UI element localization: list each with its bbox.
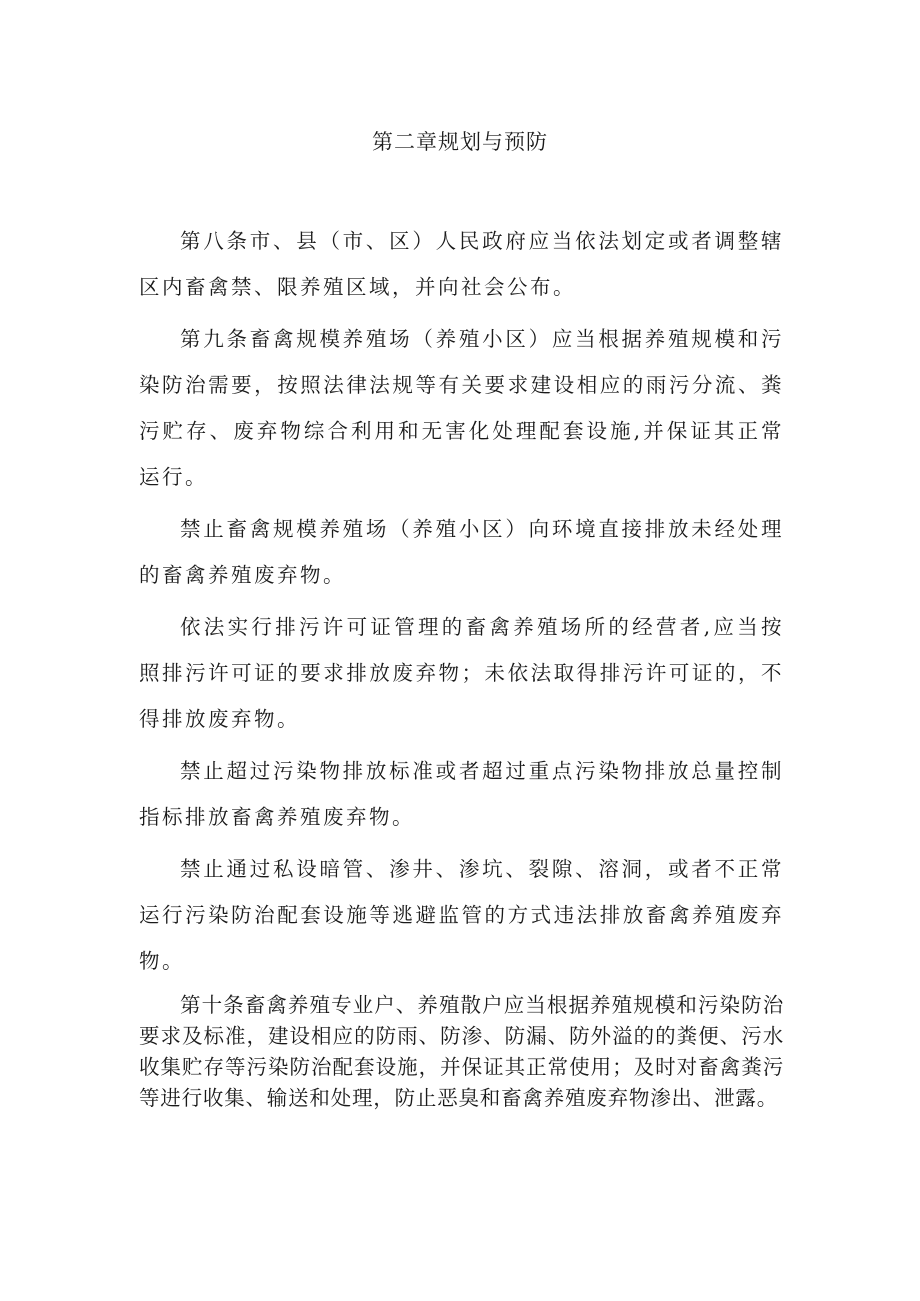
paragraph-discharge-permit: 依法实行排污许可证管理的畜禽养殖场所的经营者,应当按照排污许可证的要求排放废弃物；未依法取得排污许可证的，不得排放废弃物。 [139,615,784,731]
paragraph-prohibit-direct-discharge: 禁止畜禽规模养殖场（养殖小区）向环境直接排放未经处理的畜禽养殖废弃物。 [139,517,784,587]
paragraph-article-8: 第八条市、县（市、区）人民政府应当依法划定或者调整辖区内畜禽禁、限养殖区域，并向社会公布。 [139,229,784,299]
paragraph-article-10: 第十条畜禽养殖专业户、养殖散户应当根据养殖规模和污染防治要求及标准，建设相应的防雨、防渗、防漏、防外溢的的粪便、污水收集贮存等污染防治配套设施，并保证其正常使用；及时对畜禽粪污等进行收集、输送和处理，防止恶臭和畜禽养殖废弃物渗出、泄露。 [139,993,784,1110]
paragraph-prohibit-exceeding-standards: 禁止超过污染物排放标准或者超过重点污染物排放总量控制指标排放畜禽养殖废弃物。 [139,759,784,829]
document-body [139,218,784,1120]
chapter-title: 第二章规划与预防 [372,130,548,154]
paragraph-prohibit-evasion: 禁止通过私设暗管、渗井、渗坑、裂隙、溶洞，或者不正常运行污染防治配套设施等逃避监管的方式违法排放畜禽养殖废弃物。 [139,857,784,973]
paragraph-article-9: 第九条畜禽规模养殖场（养殖小区）应当根据养殖规模和污染防治需要，按照法律法规等有关要求建设相应的雨污分流、粪污贮存、废弃物综合利用和无害化处理配套设施,并保证其正常运行。 [139,327,784,489]
